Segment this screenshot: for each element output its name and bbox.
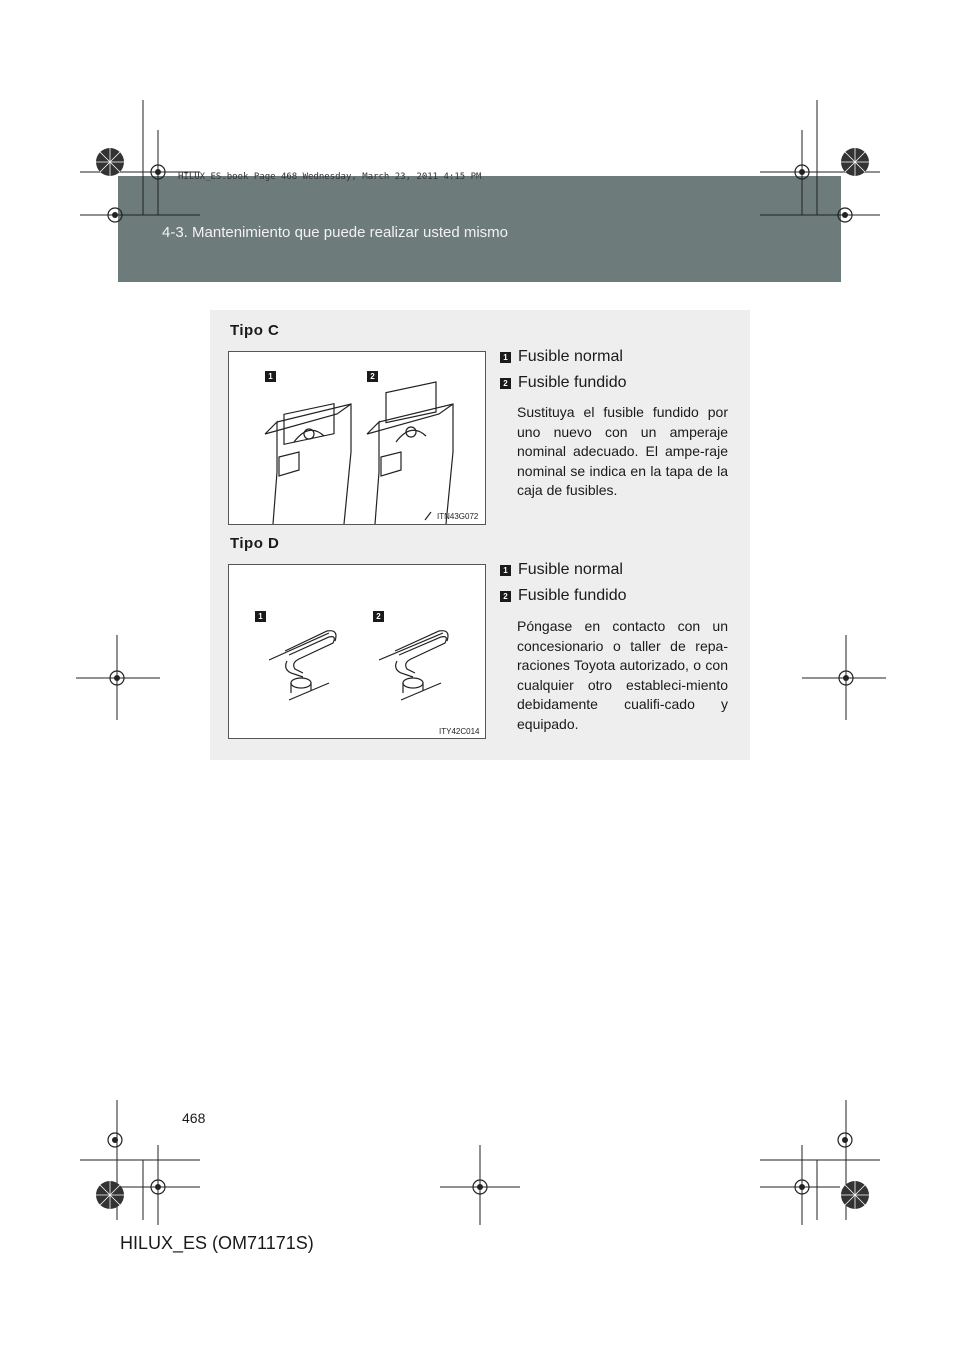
figure-code: ITN43G072 (437, 512, 479, 521)
book-stamp: HILUX_ES.book Page 468 Wednesday, March 23, 2011 4:15 PM (178, 172, 482, 182)
footer-code: HILUX_ES (OM71171S) (120, 1233, 314, 1253)
section-title-tipo-c: Tipo C (230, 322, 280, 339)
list-item (500, 561, 623, 579)
description-tipo-c: Sustituya el fusible fundido por uno nuevo con un amperaje nominal adecuado. El ampe-raje nominal se indica en la tapa de la caja de fusibles. (517, 404, 728, 498)
item-label: Fusible fundido (518, 587, 627, 604)
callout-2: 2 (367, 371, 378, 382)
item-number-badge: 2 (500, 378, 511, 389)
description-tipo-d: Póngase en contacto con un concesionario o taller de repa-raciones Toyota autorizado, o con cualquier otro estableci-miento debidamente cualifi-cado y equipado. (517, 618, 728, 732)
item-number-badge: 1 (500, 565, 511, 576)
callout-2: 2 (373, 611, 384, 622)
figure-tipo-d (228, 564, 486, 739)
item-label: Fusible normal (518, 561, 623, 578)
figure-tipo-c (228, 351, 486, 525)
item-label: Fusible normal (518, 348, 623, 365)
item-number-badge: 1 (500, 352, 511, 363)
callout-1: 1 (265, 371, 276, 382)
list-item (500, 348, 623, 366)
figure-code: ITY42C014 (439, 727, 480, 736)
item-number-badge: 2 (500, 591, 511, 602)
header-title: 4-3. Mantenimiento que puede realizar usted mismo (162, 224, 509, 241)
callout-1: 1 (255, 611, 266, 622)
page-number: 468 (182, 1110, 206, 1126)
list-item (500, 374, 627, 392)
section-title-tipo-d: Tipo D (230, 535, 280, 552)
fuse-type-d-illustration (229, 565, 485, 738)
item-label: Fusible fundido (518, 374, 627, 391)
list-item (500, 587, 627, 605)
